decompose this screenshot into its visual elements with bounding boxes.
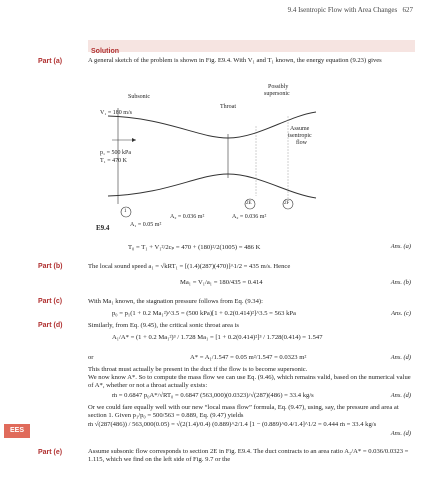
part-a-intro: A general sketch of the problem is shown in Fig. E9.4. With V₁ and T₁ known, the energy equation (9.23) gives — [88, 57, 382, 64]
fig-section-1: 1 — [124, 209, 127, 214]
part-d-para2: We now know A*. So to compute the mass flow we can use Eq. (9.46), which remains valid, based on the numerical value of A*, whether or not a throat actually exists: — [88, 374, 411, 389]
part-b-eq: Ma₁ = V₁/a₁ = 180/435 = 0.414 — [180, 279, 263, 286]
part-b-ans: Ans. (b) — [390, 279, 411, 286]
fig-2e: 2E — [246, 201, 252, 206]
solution-bar — [88, 40, 415, 55]
part-d-ans: Ans. (d) — [390, 354, 411, 361]
part-b-text: The local sound speed a₁ = √kRT₁ = [(1.4)(287)(470)]^1/2 = 435 m/s. Hence — [88, 263, 291, 270]
header-title: 9.4 Isentropic Flow with Area Changes — [287, 6, 398, 14]
fig-a1: A₁ = 0.05 m² — [130, 222, 162, 228]
page-number: 627 — [402, 6, 413, 14]
fig-t1: T₁ = 470 K — [100, 158, 127, 164]
fig-p1: p₁ = 500 kPa — [100, 150, 131, 156]
part-d-para3: Or we could fare equally well with our new “local mass flow” formula, Eq. (9.47), using, say, the pressure and area at section 1. Given p₁/p₀ = 500/563 = 0.889, Eq. (9.47) yields — [88, 404, 399, 419]
fig-flow: flow — [296, 140, 307, 146]
solution-label: Solution — [91, 48, 119, 55]
fig-assume: Assume — [290, 126, 310, 132]
part-d-label: Part (d) — [38, 322, 63, 329]
part-c-ans: Ans. (c) — [391, 310, 411, 317]
part-a-label: Part (a) — [38, 58, 63, 65]
fig-possibly: Possibly — [268, 84, 289, 90]
part-b-label: Part (b) — [38, 263, 63, 270]
fig-2f: 2F — [284, 201, 290, 206]
part-d-eq3: ṁ = 0.6847 p₀A*/√RT₀ = 0.6847 (563,000)(0.0323)/√(287)(486) = 33.4 kg/s — [112, 392, 314, 399]
part-c-eq: p₀ = p₁(1 + 0.2 Ma₁²)^3.5 = (500 kPa)[1 + 0.2(0.414)²]^3.5 = 563 kPa — [112, 310, 296, 317]
running-header — [288, 6, 413, 14]
part-d-eq1: A₁/A* = (1 + 0.2 Ma₁²)³ / 1.728 Ma₁ = [1 + 0.2(0.414)²]³ / 1.728(0.414) = 1.547 — [112, 334, 323, 341]
part-a-ans: Ans. (a) — [390, 243, 411, 250]
part-e-text: Assume subsonic flow corresponds to section 2E in Fig. E9.4. The duct contracts to an area ratio A₂/A* = 0.036/0.0323 = 1.115, which we find on the left side of Fig. 9.7 or the — [88, 448, 409, 463]
fig-v1: V₁ = 180 m/s — [100, 110, 132, 116]
fig-supersonic: supersonic — [264, 91, 290, 97]
part-d-eq4: ṁ √(287(486)) / 563,000(0.05) = √(2(1.4)/0.4) (0.889)^2/1.4 [1 − (0.889)^0.4/1.4]^1/2 = 0.444 ṁ = 33.4 kg/s — [88, 421, 377, 428]
part-e-label: Part (e) — [38, 449, 63, 456]
part-d-eq2: A* = A₁/1.547 = 0.05 m²/1.547 = 0.0323 m² — [190, 354, 307, 361]
part-d-ans2: Ans. (d) — [390, 392, 411, 399]
part-c-label: Part (c) — [38, 298, 63, 305]
part-a-eq: T₀ = T₁ + V₁²/2cₚ = 470 + (180)²/2(1005) = 486 K — [128, 244, 261, 251]
fig-throat: Throat — [220, 104, 236, 110]
ees-badge: EES — [4, 424, 30, 438]
fig-isentropic: isentropic — [288, 133, 312, 139]
part-d-para1: This throat must actually be present in the duct if the flow is to become supersonic. — [88, 366, 308, 373]
part-c-text: With Ma₁ known, the stagnation pressure follows from Eq. (9.34): — [88, 298, 263, 305]
part-d-or: or — [88, 354, 94, 361]
part-d-text: Similarly, from Eq. (9.45), the critical sonic throat area is — [88, 322, 239, 329]
part-d-ans3: Ans. (d) — [390, 430, 411, 437]
fig-a2: A₂ = 0.036 m² — [170, 214, 205, 220]
fig-subsonic: Subsonic — [128, 94, 151, 100]
fig-a2b: A₂ = 0.036 m² — [232, 214, 267, 220]
figure-id: E9.4 — [96, 224, 110, 232]
